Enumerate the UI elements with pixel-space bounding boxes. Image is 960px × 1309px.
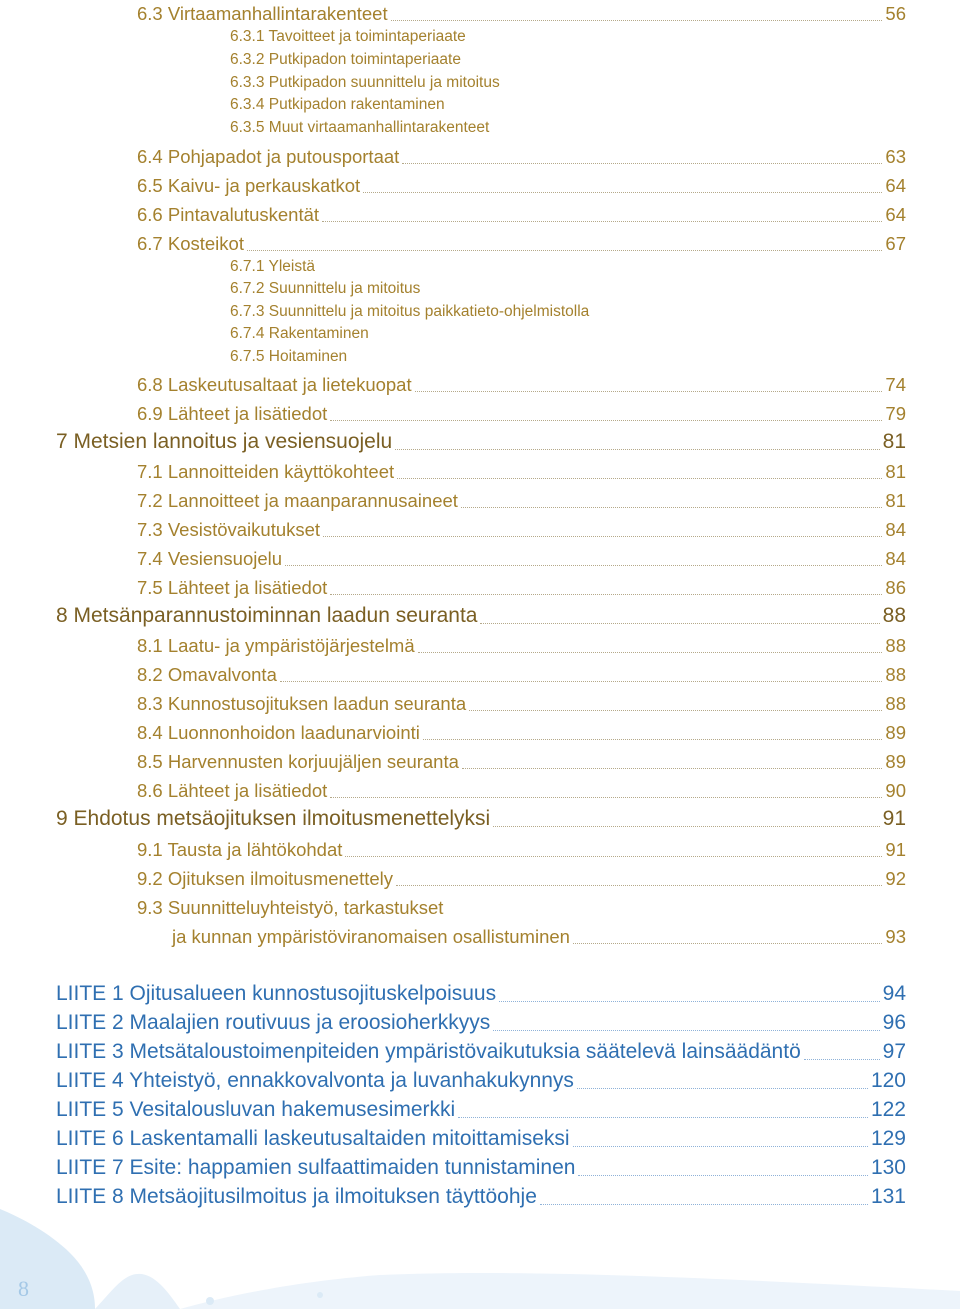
entry-page-number: 63 [885, 146, 906, 167]
entry-title: 8.4 Luonnonhoidon laadunarviointi [137, 722, 420, 743]
toc-entry-6-3-3[interactable] [230, 74, 500, 92]
dot-leader [280, 681, 883, 682]
appendix-entry-2[interactable] [56, 1011, 906, 1035]
entry-page-number: 129 [870, 1127, 906, 1150]
toc-entry-6-3[interactable] [137, 3, 906, 25]
dot-leader [578, 1175, 867, 1176]
entry-page-number: 94 [882, 982, 906, 1005]
entry-title: LIITE 6 Laskentamalli laskeutusaltaiden mitoittamiseksi [56, 1127, 570, 1150]
appendix-entry-4[interactable] [56, 1069, 906, 1093]
toc-entry-9-2[interactable] [137, 868, 906, 890]
entry-page-number: 90 [885, 780, 906, 801]
entry-page-number: 91 [885, 839, 906, 860]
toc-entry-6-3-2[interactable] [230, 51, 461, 69]
entry-page-number: 56 [885, 3, 906, 24]
entry-title: LIITE 4 Yhteistyö, ennakkovalvonta ja luvanhakukynnys [56, 1069, 574, 1092]
toc-entry-9-3[interactable] [137, 897, 906, 919]
entry-page-number: 89 [885, 751, 906, 772]
toc-entry-8-2[interactable] [137, 664, 906, 686]
toc-entry-9[interactable] [56, 807, 906, 831]
entry-page-number: 131 [870, 1185, 906, 1208]
entry-page-number: 64 [885, 175, 906, 196]
entry-page-number: 64 [885, 204, 906, 225]
entry-title: 7.2 Lannoitteet ja maanparannusaineet [137, 490, 458, 511]
dot-leader [323, 536, 882, 537]
dot-leader [397, 478, 882, 479]
entry-title: 6.7.1 Yleistä [230, 258, 316, 275]
entry-page-number: 88 [882, 604, 906, 627]
toc-entry-6-7-4[interactable] [230, 325, 369, 343]
decorative-wave [0, 1209, 960, 1309]
entry-title: LIITE 5 Vesitalousluvan hakemusesimerkki [56, 1098, 456, 1121]
entry-page-number: 81 [882, 430, 906, 453]
entry-page-number: 88 [885, 635, 906, 656]
dot-leader [462, 768, 883, 769]
appendix-entry-8[interactable] [56, 1185, 906, 1209]
appendix-entry-3[interactable] [56, 1040, 906, 1064]
entry-title: 7.5 Lähteet ja lisätiedot [137, 577, 328, 598]
toc-entry-9-3-continued[interactable] [172, 926, 906, 948]
page-number: 8 [18, 1276, 29, 1301]
toc-entry-8-3[interactable] [137, 693, 906, 715]
entry-page-number: 96 [882, 1011, 906, 1034]
entry-page-number: 88 [885, 664, 906, 685]
dot-leader [415, 391, 883, 392]
entry-title: LIITE 8 Metsäojitusilmoitus ja ilmoituksen täyttöohje [56, 1185, 537, 1208]
dot-leader [573, 1146, 868, 1147]
dot-leader [577, 1088, 868, 1089]
toc-entry-6-8[interactable] [137, 374, 906, 396]
entry-title: 9.2 Ojituksen ilmoitusmenettely [137, 868, 394, 889]
entry-page-number: 88 [885, 693, 906, 714]
toc-entry-6-3-1[interactable] [230, 28, 466, 46]
appendix-entry-5[interactable] [56, 1098, 906, 1122]
entry-title: 7.3 Vesistövaikutukset [137, 519, 321, 540]
entry-page-number: 81 [885, 461, 906, 482]
toc-entry-7-5[interactable] [137, 577, 906, 599]
entry-page-number: 86 [885, 577, 906, 598]
entry-title: LIITE 1 Ojitusalueen kunnostusojituskelpoisuus [56, 982, 497, 1005]
entry-title: 6.3.4 Putkipadon rakentaminen [230, 96, 445, 113]
toc-entry-6-5[interactable] [137, 175, 906, 197]
dot-leader [499, 1001, 880, 1002]
entry-title: 6.7.3 Suunnittelu ja mitoitus paikkatieto-ohjelmistolla [230, 303, 590, 320]
entry-page-number: 120 [870, 1069, 906, 1092]
entry-page-number: 122 [870, 1098, 906, 1121]
dot-leader [402, 163, 882, 164]
entry-title: 6.3.3 Putkipadon suunnittelu ja mitoitus [230, 74, 500, 91]
entry-page-number: 84 [885, 519, 906, 540]
toc-entry-6-9[interactable] [137, 403, 906, 425]
appendix-entry-7[interactable] [56, 1156, 906, 1180]
entry-title: 6.3 Virtaamanhallintarakenteet [137, 3, 388, 24]
entry-title: LIITE 7 Esite: happamien sulfaattimaiden tunnistaminen [56, 1156, 576, 1179]
toc-entry-6-7-5[interactable] [230, 348, 347, 366]
dot-leader [330, 594, 882, 595]
dot-leader [423, 739, 883, 740]
toc-entry-8[interactable] [56, 604, 906, 628]
entry-title: 7 Metsien lannoitus ja vesiensuojelu [56, 430, 393, 453]
entry-title: 6.7.4 Rakentaminen [230, 325, 369, 342]
dot-leader [458, 1117, 868, 1118]
appendix-entry-1[interactable] [56, 982, 906, 1006]
toc-entry-6-4[interactable] [137, 146, 906, 168]
dot-leader [247, 250, 882, 251]
entry-title: 6.7.2 Suunnittelu ja mitoitus [230, 280, 421, 297]
dot-leader [493, 826, 879, 827]
dot-leader [285, 565, 882, 566]
toc-entry-7[interactable] [56, 430, 906, 454]
toc-entry-8-4[interactable] [137, 722, 906, 744]
toc-entry-9-1[interactable] [137, 839, 906, 861]
entry-page-number: 81 [885, 490, 906, 511]
dot-leader [493, 1030, 879, 1031]
toc-entry-6-7-2[interactable] [230, 280, 420, 298]
toc-entry-6-7-3[interactable] [230, 303, 589, 321]
dot-leader [322, 221, 882, 222]
entry-page-number: 67 [885, 233, 906, 254]
toc-entry-8-1[interactable] [137, 635, 906, 657]
entry-title: 6.9 Lähteet ja lisätiedot [137, 403, 328, 424]
entry-page-number: 97 [882, 1040, 906, 1063]
toc-entry-7-3[interactable] [137, 519, 906, 541]
entry-title: 8.3 Kunnostusojituksen laadun seuranta [137, 693, 467, 714]
toc-entry-7-1[interactable] [137, 461, 906, 483]
toc-entry-6-7[interactable] [137, 233, 906, 255]
appendix-entry-6[interactable] [56, 1127, 906, 1151]
toc-entry-8-6[interactable] [137, 780, 906, 802]
entry-page-number: 74 [885, 374, 906, 395]
entry-title: LIITE 2 Maalajien routivuus ja eroosioherkkyys [56, 1011, 491, 1034]
dot-leader [330, 420, 882, 421]
entry-page-number: 92 [885, 868, 906, 889]
dot-leader [418, 652, 883, 653]
entry-page-number: 89 [885, 722, 906, 743]
entry-title: 8 Metsänparannustoiminnan laadun seuranta [56, 604, 478, 627]
toc-entry-6-3-5[interactable] [230, 119, 489, 137]
entry-title: 6.7.5 Hoitaminen [230, 348, 348, 365]
dot-leader [330, 797, 882, 798]
entry-title: 8.1 Laatu- ja ympäristöjärjestelmä [137, 635, 415, 656]
dot-leader [461, 507, 883, 508]
entry-title: LIITE 3 Metsätaloustoimenpiteiden ympäristövaikutuksia säätelevä lainsäädäntö [56, 1040, 801, 1063]
entry-title: 8.2 Omavalvonta [137, 664, 277, 685]
entry-title: 7.1 Lannoitteiden käyttökohteet [137, 461, 395, 482]
entry-page-number: 79 [885, 403, 906, 424]
entry-title: ja kunnan ympäristöviranomaisen osallistuminen [172, 926, 570, 947]
entry-title: 6.5 Kaivu- ja perkauskatkot [137, 175, 361, 196]
entry-page-number: 130 [870, 1156, 906, 1179]
entry-title: 6.3.1 Tavoitteet ja toimintaperiaate [230, 28, 466, 45]
dot-leader [396, 885, 882, 886]
entry-title: 6.3.5 Muut virtaamanhallintarakenteet [230, 119, 490, 136]
entry-title: 7.4 Vesiensuojelu [137, 548, 283, 569]
dot-leader [345, 856, 882, 857]
entry-title: 8.5 Harvennusten korjuujäljen seuranta [137, 751, 459, 772]
toc-entry-7-4[interactable] [137, 548, 906, 570]
dot-leader [363, 192, 882, 193]
dot-leader [804, 1059, 880, 1060]
entry-title: 9.3 Suunnitteluyhteistyö, tarkastukset [137, 897, 444, 918]
toc-entry-6-7-1[interactable] [230, 258, 315, 276]
dot-leader [391, 20, 883, 21]
dot-leader [395, 449, 879, 450]
entry-page-number: 93 [885, 926, 906, 947]
entry-title: 9 Ehdotus metsäojituksen ilmoitusmenettelyksi [56, 807, 491, 830]
entry-title: 6.4 Pohjapadot ja putousportaat [137, 146, 400, 167]
toc-entry-8-5[interactable] [137, 751, 906, 773]
entry-title: 9.1 Tausta ja lähtökohdat [137, 839, 343, 860]
entry-title: 6.7 Kosteikot [137, 233, 244, 254]
entry-page-number: 91 [882, 807, 906, 830]
dot-leader [573, 943, 882, 944]
entry-title: 6.6 Pintavalutuskentät [137, 204, 320, 225]
entry-title: 8.6 Lähteet ja lisätiedot [137, 780, 328, 801]
toc-entry-7-2[interactable] [137, 490, 906, 512]
toc-entry-6-6[interactable] [137, 204, 906, 226]
entry-page-number: 84 [885, 548, 906, 569]
dot-leader [480, 623, 879, 624]
entry-title: 6.8 Laskeutusaltaat ja lietekuopat [137, 374, 412, 395]
toc-entry-6-3-4[interactable] [230, 96, 445, 114]
dot-leader [469, 710, 882, 711]
entry-title: 6.3.2 Putkipadon toimintaperiaate [230, 51, 461, 68]
dot-leader [540, 1204, 868, 1205]
